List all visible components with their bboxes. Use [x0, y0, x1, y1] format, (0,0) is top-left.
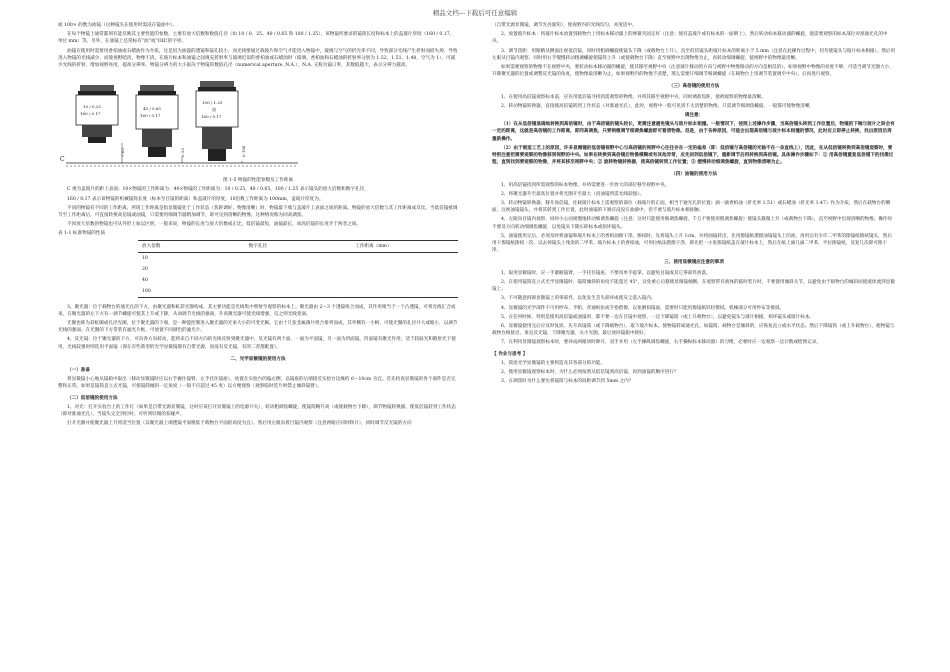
note-title: 请注意：: [684, 113, 704, 119]
homework-item: 3、在调焦时为什么要先将镜筒与标本的间距调节到 5mm 之内？: [501, 379, 634, 385]
paragraph: 在每个物镜上通常都刻有能反映其主要性能的参数，主要有放大倍数和数值孔径（如 10 / 0．25、40 / 0.65 和 100 / 1.25），该物镜所要求的镜筒长度和标本上的盖玻片厚度（160 / 0.17，单位 mm）等。另外，在油镜上还常标有“油”或“OIL”的字样。: [58, 32, 455, 45]
table-cell: 40: [142, 277, 148, 283]
paragraph: 2、在使用镜筒直立式光学显微镜时，镜筒倾斜的角度不能超过 45°，以免重心后移使显微镜倾倒。在观察带有液体的临时装片时，不要使用倾斜关节，以避免由于载物台的倾斜而使液体流到显微镜上。: [492, 279, 895, 293]
paragraph: 3、转动物镜转换器，移开高倍镜，往载玻片标本上需观察的部位（载玻片的正面，相当于通光孔的位置）滴一滴香柏油（折光率 1.51）或石蜡油（折光率 1.47）作为介质，然后在载物台的侧面，注视油镜镜头，并将其转到工作位置，此时油镜的下端应浸没在油滴中，但不要与玻片标本相接触。: [492, 201, 891, 214]
lens1-label-a: 10 / 0.25: [83, 104, 101, 110]
paragraph: 3、不可随意拆卸显微镜上的零部件，以免发生丢失损坏或使灰尘落入镜内。: [501, 296, 656, 302]
paragraph: 光圈也称为彩虹阑或孔径光阑，位于聚光器的下端，是一种能控制进入聚光器的光束大小的可变光阑。它由十几张金属薄片组合排列而成，其外侧有一小柄，可使光圈的孔径开大或缩小，以调节光线的强弱。在光圈的下方常装有滤光片框，可放置不同颜色的滤光片。: [58, 321, 458, 334]
table-cell: [351, 286, 458, 298]
paragraph: （自带光源显微镜，调节光亮旋钮），使视野内的光线均匀，亮度适中。: [492, 23, 637, 28]
lens3-label-c: 160 / 0.17: [201, 114, 222, 120]
lens1-label-b: 160 / 0.17: [80, 111, 101, 117]
lens-40x: [136, 85, 178, 157]
table-row: [138, 264, 458, 275]
table-header-cell: 数字孔径: [245, 240, 352, 252]
table-title: 表 1-1 标准物镜的性质: [58, 231, 106, 237]
lens2-label-b: 160 / 0.17: [140, 113, 161, 119]
table-cell: [245, 286, 352, 298]
lens3-label-b: 油: [212, 107, 216, 113]
paragraph: 4、左眼向目镜内观察，同时小心而缓慢地转动细调焦螺旋（注意：这时只能使用细调焦螺旋，千万不要使用粗调焦螺旋）使镜头微微上升（或载物台下降），直至视野中出现清晰的物像。操作时不要反方向转动细调焦螺旋，以免镜头下降压碎标本或损坏镜头。: [492, 217, 893, 230]
subsection-heading: （二）低倍镜的使用方法: [67, 395, 118, 401]
paragraph: 打开光圈并使聚光器上升到适当位置（以聚光器上端透镜平面稍低于载物台平面的高度为宜）。然后用左眼向着目镜内观察（注意两眼应同时睁开），同时调节反光镜的方向: [67, 421, 412, 427]
paragraph: 4、显微镜的光学部件不可用纱布、手帕、普通纸张或手指揩擦，以免磨损镜面，需要时只能用擦镜纸轻轻擦拭。机械部分可用纱布等擦拭。: [501, 305, 785, 311]
section-heading: 二、光学显微镜的使用方法: [230, 356, 286, 362]
paragraph: 油镜在使用时需要用香柏油或石蜡油作为介质，这是因为油镜的透镜和镜孔较小，而光线要通过载玻片和空气才能进入物镜中，玻璃与空气的折光率不同，导致部分光线产生折射而损失掉，导致进入物镜的光线减少，而使视野暗淡，物像不清。在玻片标本和油镜之间填充折射率与玻璃近似的香柏油或石蜡油时（玻璃、香柏油和石蜡油的折射率分别为 1.52、1.51、1.48，空气为 1），可减少光线的折射，增加视野亮度，提高分辨率。物镜分辨力的大小取决于物镜的数值孔径（numerical aperture, N.A.），N.A. 又称为镜口率，其数值越大，表示分辨力越高。: [58, 48, 458, 69]
paragraph: 6、显微镜使用完后应及时复原。先升高镜筒（或下降载物台），取下玻片标本，使物镜转离通光孔。如镜筒、载物台是倾斜的，应恢复直立或水平状态。然后下降镜筒（或上升载物台），使物镜与载物台相接近。垂直反光镜，下降聚光器，关小光圈，最后放回镜箱中锁好。: [492, 323, 895, 337]
paragraph: 2、放置玻片标本：将玻片标本放置到载物台上用标本移动器上的弹簧夹固定好（注意：使有盖玻片或有标本的一面朝上），然后转动标本移动器的螺旋，使需要观察的标本部位对准通光孔的中央。: [492, 32, 888, 45]
lens2-label-a: 40 / 0.65: [143, 106, 161, 112]
lens-100x-oil: [196, 81, 238, 161]
paragraph: 4、反光镜：位于聚光器的下方，可向各方向转动，能将来自不同方向的光线反射到聚光器中。反光镜有两个面，一面为平面镜，另一面为凹面镜，凹面镜有聚光作用，适于较弱光和散射光下使用，光线较强时则选用平面镜（现在有些新型的光学显微镜都有自带光源，而没有反光镜，有的二者都配置）。: [58, 337, 456, 350]
coverslip-label: C: [60, 156, 65, 164]
objective-lens-diagram: [58, 71, 458, 173]
paragraph: 将显微镜小心地从镜箱中取出（移动显微镜时应以右手握住镜臂，左手托住镜座），放置在实验台的偏左侧，以镜座的后端接近实验台边缘约 6～10cm 为宜。首先检查显微镜的各个部件是否完整和正常。如果是镜筒直立式光镜，可使镜筒倾斜一定角度（一般不应超过 45 度）以方便观察（观察临时装片时禁止倾斜镜臂）。: [58, 377, 456, 390]
paragraph: 3、调节焦距：用眼睛从侧面注视低倍镜，同时用粗调螺旋使镜头下降（或载物台上升），直至低倍镜头距玻片标本的距离小于 5 mm（注意在此操作过程中，切勿使镜头与玻片标本相撞）。然后用左眼从目镜内观察，同时用右手慢慢转动粗调螺旋使镜筒上升（或使载物台下降）直至视野中出现物像为止，再转动细调螺旋，使视野中的物像最清晰。: [492, 48, 896, 61]
table-header-cell: 放大倍数: [138, 240, 245, 252]
working-distance-2: 0.53: [180, 148, 185, 158]
figure-note: 160 / 0.17 表示该物镜的机械镜筒长度（标本至目镜的距离）和盖玻片的厚度，10倍数工作距离为 100mm，盖玻片厚度为。: [67, 196, 324, 202]
table-row: [138, 252, 458, 264]
paragraph: 不同的物镜有不同的工作距离，所谓工作距离是指显微镜处于工作状态（焦距调好、物像清晰）时，物镜最下端与盖玻片上表面之间的距离。物镜的放大倍数与其工作距离成反比。当低倍镜被调节至工作距离后，可直接转换高倍镜或油镜，只需要用细调节器稍加调节，即可见到清晰的物像，这种情况称为同高调焦。: [58, 205, 458, 219]
table-header-row: [138, 240, 458, 252]
paragraph: 如果需要观察的物像不在视野中央，要转动标本移动器的螺旋，使其移至视野中央（注意玻片移动的方向与视野中物像移动的方向是相反的）。如果视野中物像的亮度不够，可适当调节光圈大小、升降聚光器的位置或调整反光镜的角度，使物像最清晰为止。如果视野内的物像不清楚，那么需要仔细调节细调螺旋（在载物台上用调节装置调至中央），后再进行观察。: [492, 65, 894, 78]
table-cell: [245, 264, 352, 275]
table-cell: [351, 275, 458, 286]
homework-item: 2、使用显微镜观察标本时，为什么必须按照从低倍镜到高倍镜、再到油镜的顺序进行？: [501, 369, 679, 375]
paragraph: 5、油镜使用完后，必须及时将油镜和玻片标本上的香柏油擦干净。擦拭时，先将镜头上升 1cm，并将油镜转出，先用擦镜纸揩擦油镜镜头上的油，再用沾有少许二甲苯的擦镜纸擦拭镜头，然后用干擦镜纸擦拭一次，以去掉镜头上残余的二甲苯。玻片标本上的香柏油，可用拉纸法揩擦干净，即先把一小张擦镜纸盖在玻片标本上，然后在纸上滴几滴二甲苯，平拉擦镜纸，反复几次即可擦干净。: [492, 233, 892, 254]
table-cell: [351, 252, 458, 264]
subsection-heading: （一）准备: [67, 368, 90, 374]
paragraph: 1、取用显微镜时，应一手紧握镜臂，一手托住镜座，不要用单手提拿，以避免目镜或其它零部件滑落。: [501, 270, 711, 276]
lens3-label-a: 100 / 1.25: [202, 100, 223, 106]
figure-caption: 图 1-5 物镜的性能参数及工作距离: [222, 178, 294, 184]
paragraph: 或 100× 的数为油镜（这种镜头在使用时需浸在镜油中）。: [58, 23, 177, 28]
working-distance-3: 0.198: [241, 145, 246, 158]
note-paragraph: （1）在从低倍镜准确地转换到高倍镜时，由于高倍镜的镜头较长，更需注意避免镜头与玻片标本相撞。一般情况下，按照上述操作步骤，当高倍镜头转到工作位置后，物镜的下端与玻片之间会有一定的距离，这就是高倍镜的工作距离，即同高调焦，只要稍微调节细调焦螺旋即可看清物像。但是，由于各种原因，可能会出现高倍镜与玻片标本相撞的情况，此时应立即停止转换，找出原因后再重新操作。: [492, 122, 895, 142]
paragraph: 3、聚光器：位于载物台的通光孔的下方，由聚光器和虹彩光圈构成，其主要功能是光线集中照射至观察的标本上。聚光器由 2～3 个透镜组合而成，其作用相当于一个凸透镜，可将光线汇合成束。在聚光器的左下方有一调节螺旋可使其上升或下降，从而调节光线的强弱，升高聚光器可使光线增强，反之则光线变弱。: [58, 304, 456, 317]
left-column: [58, 22, 458, 429]
homework-title: 【 作业与思考 】: [492, 351, 528, 357]
note-paragraph: （2）由于制造工艺上的原因，许多显微镜的低倍镜视野中心与高倍镜的视野中心往往存在一定的偏差（即：低倍镜与高倍镜的光轴不在一条直线上），因此，在从低倍镜转换到高倍镜观察时，要特别注意把需要观察的物像移到视野的中央。如果在转换到高倍镜后物像模糊或有其他异常，应先回到低倍镜下，重新调节后再转换到高倍镜。具体操作步骤如下：① 用高倍镜重复低倍镜下的找像过程，直到找到要观察的物像，并将其移至视野中央；② 旋转物镜转换器，使高倍镜转到工作位置；③ 缓慢转动细调焦螺旋，直到物像清晰为止。: [492, 145, 894, 166]
objective-lens-figure: [58, 71, 458, 173]
paragraph: 7、在利用显微镜观察标本时，要养成两眼同时睁开，双手并用（左手操纵调焦螺旋，右手操纵标本移动器）的习惯，必要时应一边观察一边计数或绘图记录。: [501, 340, 821, 346]
paragraph: 1、用高倍镜找到所需观察的标本物像，并将需要进一步放大的部位移至视野中央。: [501, 182, 670, 188]
table-cell: [245, 275, 352, 286]
homework-item: 1、简述光学显微镜的主要构造及其各部分的功能。: [501, 360, 605, 366]
right-column: [492, 22, 896, 387]
paragraph: 1、在使用高倍镜观察标本前，应先用低倍镜寻找到需观察的物像，并将其移至视野中央，同时调准焦距，使被观察的物像最清晰。: [501, 94, 766, 100]
paragraph: 1、对光：打开实验台上的工作灯（如果是自带光源显微镜，这时应该打开显微镜上的电源开关），转动粗调焦螺旋，使镜筒略升高（或使载物台下降），调节物镜转换器，使低倍镜转到工作状态（即对准通光孔），当镜头完全到位时，可听到轻微的扣碰声。: [58, 404, 456, 418]
section-heading: 三、使用显微镜应注意的事项: [664, 260, 724, 266]
working-distance-1: 7.63: [120, 148, 125, 158]
paragraph: 5、在任何时候，特别是使用高倍镜或油镜时，都不要一边在目镜中观察，一边下降镜筒（或上升载物台），以避免镜头与玻片相撞，损坏镜头或玻片标本。: [501, 314, 815, 320]
page-header: 精品文档---下载后可任意编辑: [432, 9, 518, 17]
table-cell: [351, 264, 458, 275]
table-cell: [245, 252, 352, 264]
table-header-cell: 工作距离（mm）: [351, 240, 458, 252]
paragraph: 不同放大倍数的物镜也可从外形上加以区别，一般来说，物镜的长度与放大倍数成正比，低倍镜最短，油镜最长，而高倍镜的长度介于两者之间。: [67, 222, 362, 228]
figure-note: C 视为盖玻片的距上表面；10×物镜的工作距离为：40×物镜的工作距离为：10 / 0.25，40 / 0.65，100 / 1.25 表示镜头的放大倍数和数字孔径，: [67, 187, 369, 193]
paragraph: 2、转动物镜转换器，直接使高倍镜转到工作状态（对准通光孔），此时，视野中一般可见到不太清楚的物像，只需调节细调焦螺旋，一般都可使物像清晰。: [501, 103, 815, 109]
subsection-heading: （三）高倍镜的使用方法: [668, 84, 720, 90]
table-cell: 10: [142, 255, 148, 261]
objective-table: [138, 240, 458, 298]
table-row: [138, 286, 458, 298]
table-cell: 100: [138, 286, 245, 298]
table-cell: 20: [142, 266, 148, 272]
table-row: [138, 275, 458, 286]
paragraph: 2、将聚光器升至最高位置并将光圈开至最大（因油镜所需光线较强）。: [501, 191, 645, 197]
subsection-heading: （四）油镜的使用方法: [671, 172, 717, 178]
